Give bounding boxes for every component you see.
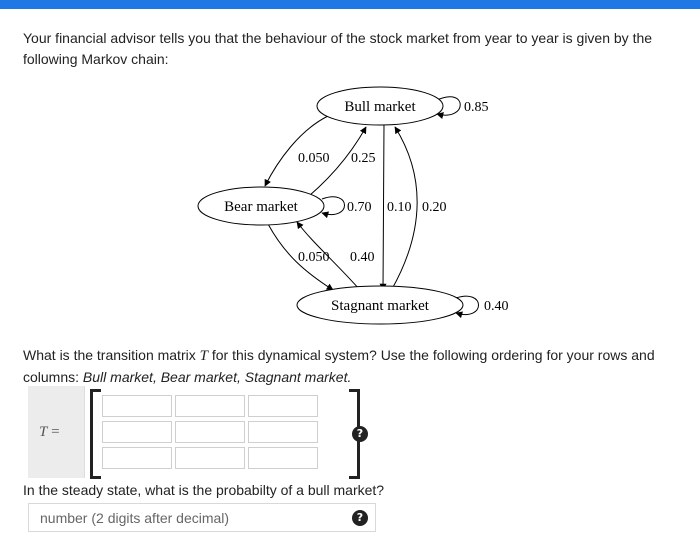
question-text-2: for this dynamical system? Use the following ordering for your rows and columns: (23, 347, 655, 385)
matrix-cell-2-2[interactable] (175, 421, 245, 443)
steady-state-question: In the steady state, what is the probabilty of a bull market? (23, 482, 385, 498)
top-accent-bar (0, 0, 700, 9)
matrix-cell-3-1[interactable] (102, 447, 172, 469)
label-bull-self: 0.85 (464, 100, 489, 115)
label-bull-to-bear: 0.050 (298, 151, 330, 166)
matrix-cell-1-1[interactable] (102, 395, 172, 417)
intro-text: Your financial advisor tells you that the behaviour of the stock market from year to year is given by the following Markov chain: (23, 30, 653, 67)
label-stagnant-to-bear: 0.40 (350, 250, 375, 265)
label-stagnant-to-bull: 0.20 (422, 200, 447, 215)
question-ordering: Bull market, Bear market, Stagnant market. (82, 369, 352, 385)
self-loop-bear (322, 197, 345, 215)
matrix-label-box (28, 386, 85, 478)
question-text-1: What is the transition matrix (23, 347, 200, 363)
label-bear-to-bull: 0.25 (351, 151, 376, 166)
matrix-cell-2-3[interactable] (248, 421, 318, 443)
node-bear-label: Bear market (224, 199, 298, 215)
matrix-cell-3-3[interactable] (248, 447, 318, 469)
matrix-cell-3-2[interactable] (175, 447, 245, 469)
matrix-help-icon[interactable]: ? (352, 426, 368, 442)
matrix-cell-1-3[interactable] (248, 395, 318, 417)
node-stagnant-label: Stagnant market (331, 298, 429, 314)
matrix-left-bracket (90, 389, 101, 479)
matrix-cell-2-1[interactable] (102, 421, 172, 443)
label-stagnant-self: 0.40 (484, 299, 509, 314)
matrix-label: T = (39, 424, 60, 440)
markov-chain-diagram (0, 85, 700, 330)
label-bear-self: 0.70 (347, 200, 372, 215)
matrix-question (23, 345, 673, 388)
label-bull-to-stagnant: 0.10 (387, 200, 412, 215)
steady-state-answer-input[interactable] (28, 503, 376, 532)
edge-bull-to-stagnant (383, 123, 384, 290)
matrix-input-panel (28, 386, 376, 478)
question-var-t: T (199, 348, 208, 364)
label-bear-to-stagnant: 0.050 (298, 250, 330, 265)
matrix-cell-1-2[interactable] (175, 395, 245, 417)
node-bull-label: Bull market (344, 99, 416, 115)
answer-help-icon[interactable]: ? (352, 510, 368, 526)
